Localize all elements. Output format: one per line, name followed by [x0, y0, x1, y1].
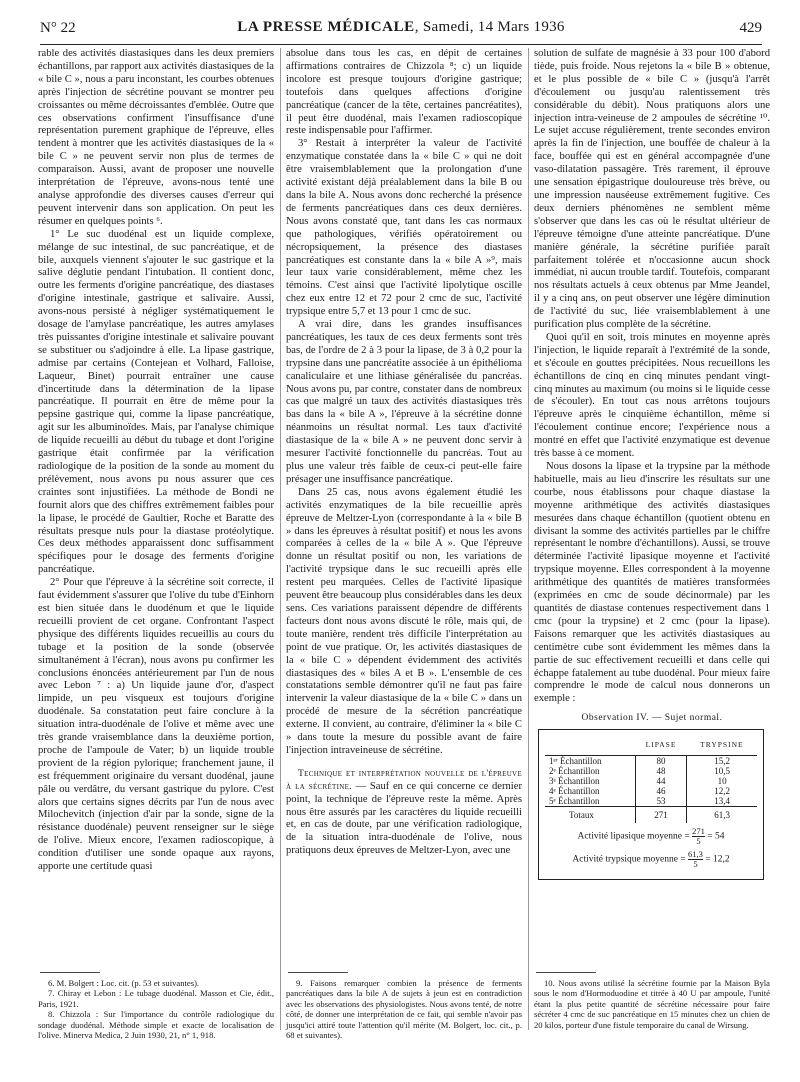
table-total-row — [545, 807, 757, 824]
table-cell: 10,5 — [687, 766, 757, 776]
footnote: 9. Faisons remarquer combien la présence de ferments pancréatiques dans la bile A de sujets à jeun est en contradiction avec les observations des physiologistes. Nous avons tenté, de notre côté, de donner une interprétation de ce fait, qui semble n'avoir pas jusqu'ici attiré toute l'attention qu'il mérite (M. Bolgert, loc. cit., p. 68 et suivantes). — [286, 978, 522, 1041]
table-header-row — [545, 736, 757, 755]
paragraph: absolue dans tous les cas, en dépit de certaines affirmations contraires de Chizzola ⁸; c) un liquide incolore est presque toujours d'origine gastrique; toutefois dans quelques affections d'origine pancréatique (cancer de la tête, certaines pancréatites), il peut être duodénal, mais l'examen radioscopique reste indispensable pour l'affirmer. — [286, 48, 522, 137]
formula-lipase — [545, 827, 757, 846]
fraction-numerator: 271 — [692, 826, 705, 837]
column-1 — [38, 48, 274, 874]
paragraph: A vrai dire, dans les grandes insuffisances pancréatiques, les taux de ces deux ferments sont très bas, de l'ordre de 2 à 3 pour la lipase, de 3 à 0,2 pour la trypsine dans une pancréatite associée à un épithélioma canaliculaire et une lithiase généralisée du pancréas. Nous avons pu, par contre, constater dans de nombreux cas que malgré un taux des activités diastasiques très bas dans la « bile A », l'épreuve à la sécrétine donne néanmoins un résultat normal. Les taux d'activité diastasique de la « bile A » ne peuvent donc servir à mesurer l'activité fonctionnelle du pancréas. Tout au plus une valeur très faible de ceux-ci peut-elle faire présager une insuffisance pancréatique. — [286, 319, 522, 485]
table-cell: 271 — [635, 807, 686, 824]
formula-result: = 54 — [707, 831, 725, 842]
column-3 — [534, 48, 770, 880]
footnote-rule — [288, 972, 348, 973]
table-cell: 4ᵉ Échantillon — [549, 786, 600, 797]
table-row — [545, 756, 757, 767]
issue-number: N° 22 — [40, 20, 76, 36]
paragraph: Quoi qu'il en soit, trois minutes en moyenne après l'injection, le liquide reparaît à l'extrémité de la sonde, et s'écoule en gouttes précipitées. Nous recueillons les échantillons de cinq en cinq minutes pendant vingt-cinq minutes au maximum (ou moins si le liquide cesse de s'écouler). En tout cas nous arrêtons toujours l'épreuve après le cinquième échantillon, même si l'écoulement continue encore; l'expérience nous a montré en effet que l'activité enzymatique est devenue très basse à ce moment. — [534, 331, 770, 460]
footnote-rule — [40, 972, 100, 973]
column-divider — [528, 48, 529, 1030]
table-cell: 80 — [635, 756, 686, 767]
section-heading: Technique et interprétation nouvelle de l'épreuve à la sécrétine. — [286, 767, 522, 792]
fraction — [692, 827, 705, 846]
footnote: 10. Nous avons utilisé la sécrétine fournie par la Maison Byla sous le nom d'Hormoduodine et titrée à 40 U par ampoule, l'unité étant la plus petite quantité de sécrétine nécessaire pour faire sécréter 4 cmc de suc pancréatique en 15 minutes chez un chien de 20 kilos, porteur d'une fistule temporaire du canal de Wirsung. — [534, 978, 770, 1030]
table-row — [545, 796, 757, 807]
page-header — [40, 14, 762, 45]
table-cell: 53 — [635, 796, 686, 807]
footnotes-column-2 — [286, 978, 522, 1040]
fraction-denominator: 5 — [693, 859, 698, 870]
paragraph: 3° Restait à interpréter la valeur de l'activité enzymatique constatée dans la « bile C » qui ne doit être vraisemblablement que la prolongation d'une activité existant déjà préalablement dans la bile B ou dans la bile A. Nous avons donc recherché la présence de ferments pancréatiques dans ces deux dernières. Nous avons constaté que, tant dans les cas normaux que pathologiques, vérifiés opératoirement ou nécropsiquement, la présence des diastases pancréatiques est constante dans la « bile A »⁹, mais leur taux varie considérablement, même chez les témoins. C'est ainsi que l'activité lipolytique oscille chez eux entre 12 et 72 pour 2 cmc de suc, l'activité trypsique entre 5,7 et 13 pour 1 cmc de suc. — [286, 138, 522, 318]
footnote: 6. M. Bolgert : Loc. cit. (p. 53 et suivantes). — [48, 978, 200, 988]
table-cell: 10 — [687, 776, 757, 786]
footnote: 8. Chizzola : Sur l'importance du contrôle radiologique du sondage duodénal. Méthode simple et exacte de localisation de l'olive. Minerva Medica, 2 Juin 1930, 21, n° 1, 918. — [38, 1009, 274, 1041]
journal-name: LA PRESSE MÉDICALE — [237, 19, 415, 35]
paragraph: rable des activités diastasiques dans les deux premiers échantillons, par rapport aux activités diastasiques de la « bile C », nous a paru inconstant, les courbes obtenues après l'injection de sécrétine pouvant se montrer peu croissantes ou même décroissantes d'emblée. Outre que ces observations confirment l'insuffisance d'une représentation purement graphique de l'épreuve, elles tendent à montrer que les activités diastasiques de la « bile C » ne peuvent servir non plus de termes de comparaison. Aussi, avant de proposer une nouvelle interprétation de l'épreuve, avons-nous tenté une analyse approfondie des diverses causes d'erreur qui peuvent intervenir dans son application. On peut les résumer en quelques points ⁶. — [38, 48, 274, 227]
fraction — [688, 850, 703, 869]
table-row — [545, 766, 757, 776]
table-cell: Totaux — [545, 807, 635, 824]
fraction-denominator: 5 — [696, 836, 701, 847]
formula-label: Activité trypsique moyenne = — [572, 854, 686, 865]
journal-title — [40, 19, 762, 36]
table-cell: 61,3 — [687, 807, 757, 824]
footnotes-column-3 — [534, 978, 770, 1030]
table-cell: 13,4 — [687, 796, 757, 807]
table-row — [545, 786, 757, 796]
formula-label: Activité lipasique moyenne = — [577, 831, 690, 842]
table-header: TRYPSINE — [687, 736, 757, 755]
table-cell: 12,2 — [687, 786, 757, 796]
table-cell: 15,2 — [687, 756, 757, 767]
table-cell: 3ᵉ Échantillon — [549, 776, 600, 787]
paragraph: 2° Pour que l'épreuve à la sécrétine soit correcte, il faut évidemment s'assurer que l'olive du tube d'Einhorn est bien située dans le duodénum et que le liquide recueilli provient de cet organe. Confrontant l'aspect physique des différents liquides recueillis au cours du tubage et la position de la sonde (observée simultanément à l'écran), nous avons pu confirmer les conclusions énoncées antérieurement par l'un de nous avec Lebon ⁷ : a) Un liquide jaune d'or, d'aspect limpide, un peu visqueux est toujours d'origine duodénale. Sa constatation peut faire conclure à la situation intra-duodénale de l'olive et même avec une très grande vraisemblance dans la deuxième portion, proche de l'ampoule de Vater; b) un liquide trouble provient de la région pylorique; franchement jaune, il est fréquemment originaire du versant duodénal, jaune pâle ou verdâtre, du versant gastrique du pylore. C'est alors que certains signes décrits par l'un de nous avec Milochevitch (injection d'air par la sonde, signe de la résistance duodénale) peuvent renseigner sur le siège de l'olive. Mieux encore, l'examen radioscopique, à condition d'utiliser une sonde opaque aux rayons, apporte une certitude quasi — [38, 577, 274, 873]
table-cell: 44 — [635, 776, 686, 786]
table-row — [545, 776, 757, 786]
column-divider — [280, 48, 281, 1030]
formula-trypsine — [545, 850, 757, 869]
table-cell: 48 — [635, 766, 686, 776]
footnote-rule — [536, 972, 596, 973]
observation-title: Observation IV. — Sujet normal. — [581, 713, 723, 724]
paragraph: Dans 25 cas, nous avons également étudié les activités enzymatiques de la bile recueillie après épreuve de Meltzer-Lyon (correspondante à la « bile B » dans les épreuves à résultat positif) et nous les avons comparées à celles de la « bile A ». Que l'épreuve donne un résultat positif ou non, les variations de l'activité trypsique dans le suc recueilli après elle restent peu marquées. Celles de l'activité lipasique peuvent être beaucoup plus considérables dans les deux sens. Ces variations paraissent dépendre de différents facteurs dont nous avons discuté le rôle, mais qui, de toute manière, rendent très difficile l'interprétation au point de vue pratique. Or, les activités diastasiques de la « bile C » dépendent évidemment des activités diastasiques des « biles A et B ». L'ensemble de ces constatations semble démontrer qu'il ne faut pas faire intervenir la valeur diastasique de la « bile C » dans un procédé de mesure de la sécrétion pancréatique externe. Il convient, au contraire, d'éliminer la « bile C » dans toute la mesure du possible avant de faire l'injection intraveineuse de sécrétine. — [286, 486, 522, 756]
page-number: 429 — [739, 20, 762, 36]
footnotes-column-1 — [38, 978, 274, 1040]
table-cell: 1ᵉʳ Échantillon — [549, 756, 602, 767]
paragraph: Nous dosons la lipase et la trypsine par la méthode habituelle, mais au lieu d'inscrire les résultats sur une courbe, nous établissons pour chaque diastase la moyenne arithmétique des activités diastasiques mesurées dans chaque échantillon (quotient obtenu en divisant la somme des activités partielles par le chiffre représentant le nombre d'échantillons). Aussi, se trouve déterminée l'activité lipasique moyenne et l'activité trypsique moyenne. Elles correspondent à la moyenne arithmétique des quantités de matières transformées (exprimées en cmc de soude décinormale) par les quantités de diastase contenues respectivement dans 1 cmc (pour la trypsine) et 2 cmc (pour la lipase). Faisons remarquer que les activités diastasiques au centimètre cube sont évidemment les mêmes dans la partie de suc effectivement recueilli et dans celle qui échappe fatalement au tube duodénal. Pour mieux faire comprendre le mode de calcul nous donnerons un exemple : — [534, 461, 770, 705]
issue-date: , Samedi, 14 Mars 1936 — [414, 19, 565, 35]
table-header: LIPASE — [635, 736, 686, 755]
paragraph: 1° Le suc duodénal est un liquide complexe, mélange de suc intestinal, de suc pancréatique, et de bile, auxquels viennent s'ajouter le suc gastrique et la salive déglutie pendant l'intubation. Il contient donc, outre les ferments d'origine pancréatique, des diastases d'origine intestinale, gastrique et salivaire. Aussi, avons-nous persisté à négliger systématiquement le dosage de l'amylase pancréatique, les autres amylases très puissantes d'origine intestinale et salivaire pouvant se substituer ou s'adjoindre à elle. La lipase gastrique, admise par certains (Contejean et Volhard, Falloise, Laqueur, Binet) pourrait entraîner une cause d'incertitude dans la détermination de la lipase pancréatique. Il pourrait en être de même pour la pepsine gastrique qui, comme la lipase pancréatique, agit sur les albuminoïdes. Mais, par l'analyse chimique de liquide recueilli au début du tubage et dont l'origine gastrique était confirmée par la vérification radiologique de la position de la sonde au moment du prélèvement, nous avons pu nous assurer que ces craintes sont injustifiées. La méthode de Bondi ne fournit alors que des chiffres extrêmement faibles pour la lipase, le procédé de Gaultier, Roche et Baratte des résultats presque nuls pour la diastase protéolytique. Ces deux méthodes apparaissent donc suffisamment spécifiques pour le dosage des ferments d'origine pancréatique. — [38, 228, 274, 576]
section-text: — Sauf en ce qui concerne ce dernier point, la technique de l'épreuve reste la même. Après nous être assurés par les caractères du liquide recueilli et, en cas de doute, par une vérification radiologique, de la situation intra-duodénale de l'olive, nous pratiquons deux épreuves de Meltzer-Lyon, avec une — [286, 780, 522, 857]
data-table — [545, 736, 757, 823]
formula-result: = 12,2 — [705, 854, 730, 865]
footnote: 7. Chiray et Lebon : Le tubage duodénal. Masson et Cie, édit., Paris, 1921. — [38, 988, 274, 1009]
observation-table — [538, 729, 764, 880]
table-cell: 46 — [635, 786, 686, 796]
column-2 — [286, 48, 522, 858]
table-header — [545, 736, 635, 755]
table-cell: 5ᵉ Échantillon — [549, 796, 600, 807]
paragraph: solution de sulfate de magnésie à 33 pour 100 d'abord tiède, puis froide. Nous rejetons la « bile B » obtenue, et le plus possible de « bile C » (jusqu'à l'arrêt d'écoulement ou jusqu'au ralentissement très considérable du débit). Nous pratiquons alors une injection intra-veineuse de 2 ampoules de sécrétine ¹⁰. Le sujet accuse régulièrement, trente secondes environ après la fin de l'injection, une bouffée de chaleur à la face, bouffée qui est en général accompagnée d'une vaso-dilatation passagère. Très rarement, il éprouve une sensation épigastrique douloureuse très brève, ou une impression nauséeuse extrêmement fugitive. Ces deux derniers phénomènes ne semblent même s'observer que dans les cas où le résultat ultérieur de l'épreuve témoigne d'une atteinte pancréatique. D'une manière générale, la sécrétine purifiée paraît parfaitement tolérée et n'occasionne aucun shock immédiat, ni aucun trouble tardif. Toutefois, comparant nos résultats actuels à ceux obtenus par Mme Jeandel, il y a cinq ans, on peut observer une légère diminution de l'activité du suc, liée vraisemblablement à une purification plus complète de la sécrétine. — [534, 48, 770, 331]
section-paragraph — [286, 768, 522, 858]
table-cell: 2ᵉ Échantillon — [549, 766, 600, 777]
fraction-numerator: 61,3 — [688, 849, 703, 860]
